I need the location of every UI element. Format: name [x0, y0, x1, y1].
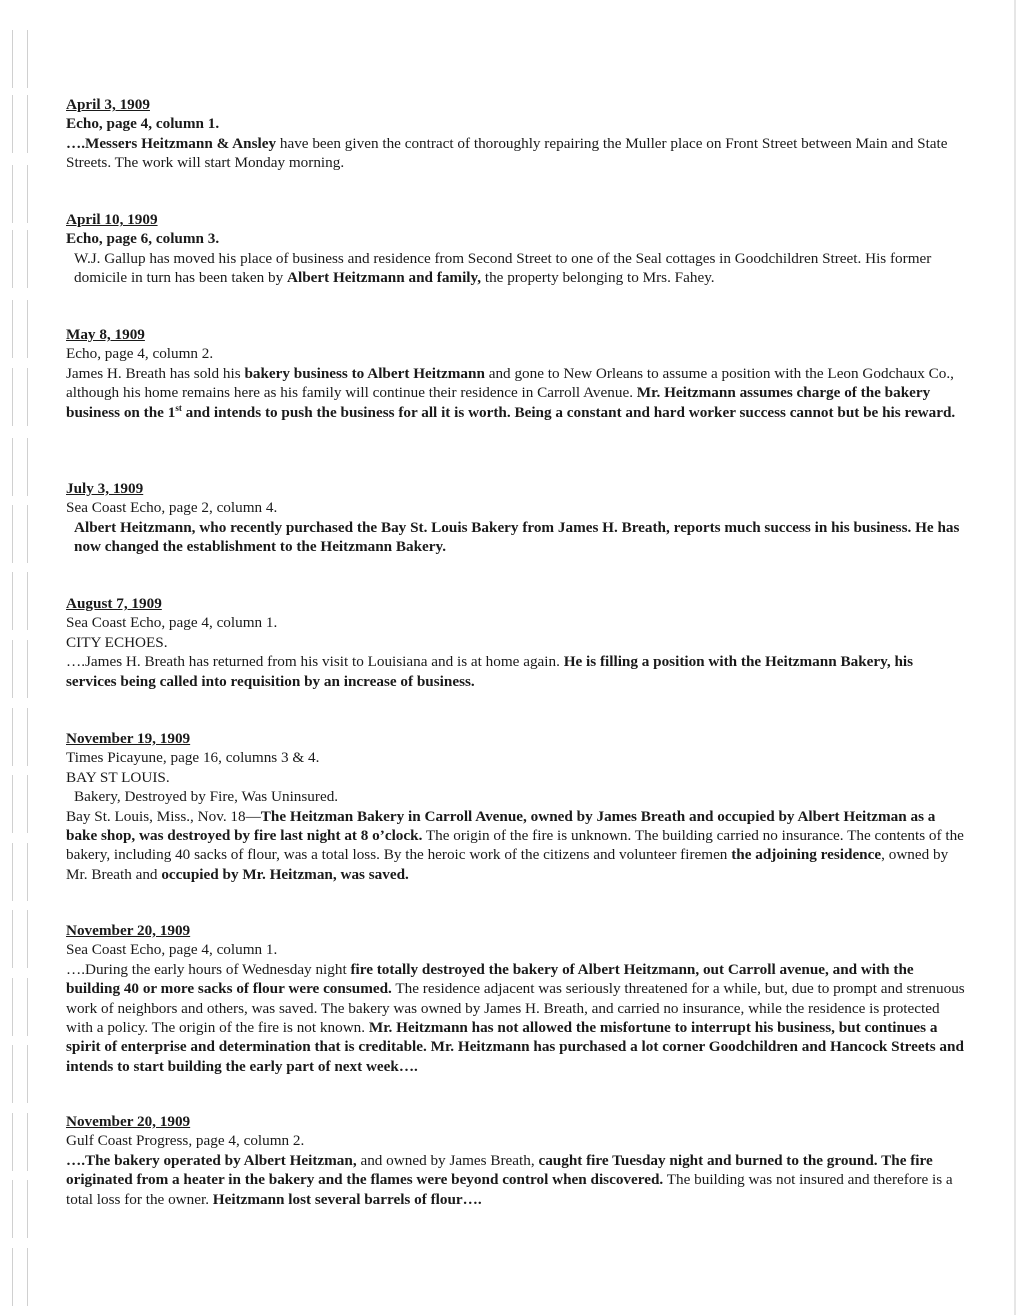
- bold-text: Albert Heitzmann and family,: [287, 269, 482, 287]
- binder-hole: [12, 708, 28, 766]
- entry-subheading: Bakery, Destroyed by Fire, Was Uninsured.: [74, 788, 339, 806]
- entry-heading: BAY ST LOUIS.: [66, 768, 170, 786]
- entry-date: August 7, 1909: [66, 595, 162, 612]
- bold-text: Mr. Heitzmann has not allowed the misfortune to interrupt his business, but continues a spirit of enterprise and determination that is creditable. Mr. Heitzmann has purchased a lot corner Goodchildren and Hancock Streets and intends to start building the early part of next week….: [66, 1019, 964, 1075]
- plain-text: and owned by James Breath,: [356, 1151, 539, 1169]
- entry-date: April 3, 1909: [66, 96, 150, 113]
- entry-source: Echo, page 6, column 3.: [66, 230, 220, 248]
- plain-text: , owned by Mr. Breath and: [66, 846, 949, 883]
- bold-text: The Heitzman Bakery in Carroll Avenue, owned by James Breath and occupied by Albert Heitzman as a bake shop, was destroyed by fire last night at 8 o’clock.: [66, 807, 936, 845]
- binder-hole: [12, 572, 28, 630]
- entry-august-7-1909: [66, 594, 966, 691]
- bold-text: bakery business to Albert Heitzmann: [244, 364, 485, 382]
- entry-text: [66, 652, 966, 691]
- entry-text: [66, 134, 966, 173]
- binder-hole: [12, 368, 28, 426]
- plain-text: Bay St. Louis, Miss., Nov. 18—: [66, 807, 261, 825]
- binder-hole: [12, 165, 28, 223]
- entry-source: Echo, page 4, column 2.: [66, 345, 214, 363]
- plain-text: and gone to New Orleans to assume a position with the Leon Godchaux Co., although his home remains here as his family will continue their residence in Carroll Avenue.: [66, 364, 954, 402]
- entry-november-20-1909-sea-coast-echo: [66, 921, 966, 1076]
- binder-hole: [12, 30, 28, 88]
- entry-source: Sea Coast Echo, page 2, column 4.: [66, 499, 278, 517]
- plain-text: The residence adjacent was seriously threatened for a while, but, due to prompt and strenuous work of neighbors and others, was saved. The bakery was owned by James H. Breath, and carried no insurance, while the residence is protected with a policy. The origin of the fire is not known.: [66, 980, 965, 1037]
- entry-april-10-1909: [66, 210, 966, 288]
- page-edge: [1014, 0, 1016, 1315]
- bold-text: ….Messers Heitzmann & Ansley: [66, 134, 277, 152]
- binder-hole: [12, 640, 28, 698]
- binder-hole: [12, 438, 28, 496]
- binder-hole: [12, 1248, 28, 1306]
- plain-text: The building was not insured and therefore is a total loss for the owner.: [66, 1171, 953, 1208]
- entry-text: Albert Heitzmann, who recently purchased the Bay St. Louis Bakery from James H. Breath, reports much success in his business. He has now changed the establishment to the Heitzmann Bakery.: [74, 518, 960, 556]
- entry-april-3-1909: [66, 95, 966, 173]
- binder-hole: [12, 95, 28, 153]
- entry-text: [66, 364, 966, 422]
- bold-text: Mr. Heitzmann assumes charge of the bakery business on the 1: [66, 384, 931, 421]
- binder-hole: [12, 1113, 28, 1171]
- plain-text: ….James H. Breath has returned from his visit to Louisiana and is at home again.: [66, 653, 564, 671]
- binder-hole: [12, 505, 28, 563]
- binder-hole: [12, 230, 28, 288]
- bold-text: and intends to push the business for all it is worth. Being a constant and hard worker success cannot but be his reward.: [181, 403, 956, 421]
- plain-text: James H. Breath has sold his: [66, 364, 245, 382]
- bold-text: caught fire Tuesday night and burned to the ground. The fire originated from a heater in the bakery and the flames were beyond control when discovered.: [66, 1151, 933, 1189]
- entry-date: November 19, 1909: [66, 730, 191, 747]
- entry-date: July 3, 1909: [66, 480, 144, 497]
- entry-source: Sea Coast Echo, page 4, column 1.: [66, 614, 278, 632]
- superscript: st: [175, 402, 182, 413]
- entry-source: Echo, page 4, column 1.: [66, 115, 220, 133]
- entry-source: Sea Coast Echo, page 4, column 1.: [66, 941, 278, 959]
- entry-july-3-1909: [66, 479, 966, 557]
- bold-text: Heitzmann lost several barrels of flour….: [212, 1190, 482, 1208]
- entry-source: Times Picayune, page 16, columns 3 & 4.: [66, 749, 320, 767]
- binder-hole: [12, 978, 28, 1036]
- entry-date: November 20, 1909: [66, 922, 191, 939]
- entry-text: [66, 807, 966, 885]
- plain-text: have been given the contract of thoroughly repairing the Muller place on Front Street between Main and State Streets. The work will start Monday morning.: [66, 134, 948, 172]
- entry-text: [66, 960, 966, 1076]
- bold-text: occupied by Mr. Heitzman, was saved.: [161, 865, 409, 883]
- bold-text: ….The bakery operated by Albert Heitzman,: [66, 1151, 357, 1169]
- binder-hole: [12, 1045, 28, 1103]
- entry-november-19-1909: [66, 729, 966, 884]
- entry-date: April 10, 1909: [66, 211, 158, 228]
- entry-source: Gulf Coast Progress, page 4, column 2.: [66, 1132, 305, 1150]
- entry-text: [66, 1151, 966, 1209]
- entry-may-8-1909: [66, 325, 966, 422]
- bold-text: He is filling a position with the Heitzmann Bakery, his services being called into requisition by an increase of business.: [66, 653, 914, 690]
- binder-hole: [12, 300, 28, 358]
- binder-hole: [12, 843, 28, 901]
- entry-heading: CITY ECHOES.: [66, 633, 168, 651]
- bold-text: the adjoining residence: [731, 846, 882, 864]
- binder-hole: [12, 1180, 28, 1238]
- plain-text: the property belonging to Mrs. Fahey.: [481, 269, 715, 287]
- entry-date: November 20, 1909: [66, 1113, 191, 1130]
- plain-text: ….During the early hours of Wednesday night: [66, 960, 351, 978]
- entry-november-20-1909-gulf-coast-progress: [66, 1112, 966, 1209]
- entry-date: May 8, 1909: [66, 326, 145, 343]
- plain-text: The origin of the fire is unknown. The building carried no insurance. The contents of the bakery, including 40 sacks of flour, was a total loss. By the heroic work of the citizens and volunteer firemen: [66, 827, 964, 864]
- plain-text: W.J. Gallup has moved his place of business and residence from Second Street to one of the Seal cottages in Goodchildren Street. His former domicile in turn has been taken by: [74, 249, 932, 287]
- binder-hole: [12, 775, 28, 833]
- binder-holes: [12, 0, 32, 1315]
- binder-hole: [12, 910, 28, 968]
- entry-text: [66, 249, 966, 288]
- bold-text: fire totally destroyed the bakery of Albert Heitzmann, out Carroll avenue, and with the building 40 or more sacks of flour were consumed.: [66, 960, 914, 998]
